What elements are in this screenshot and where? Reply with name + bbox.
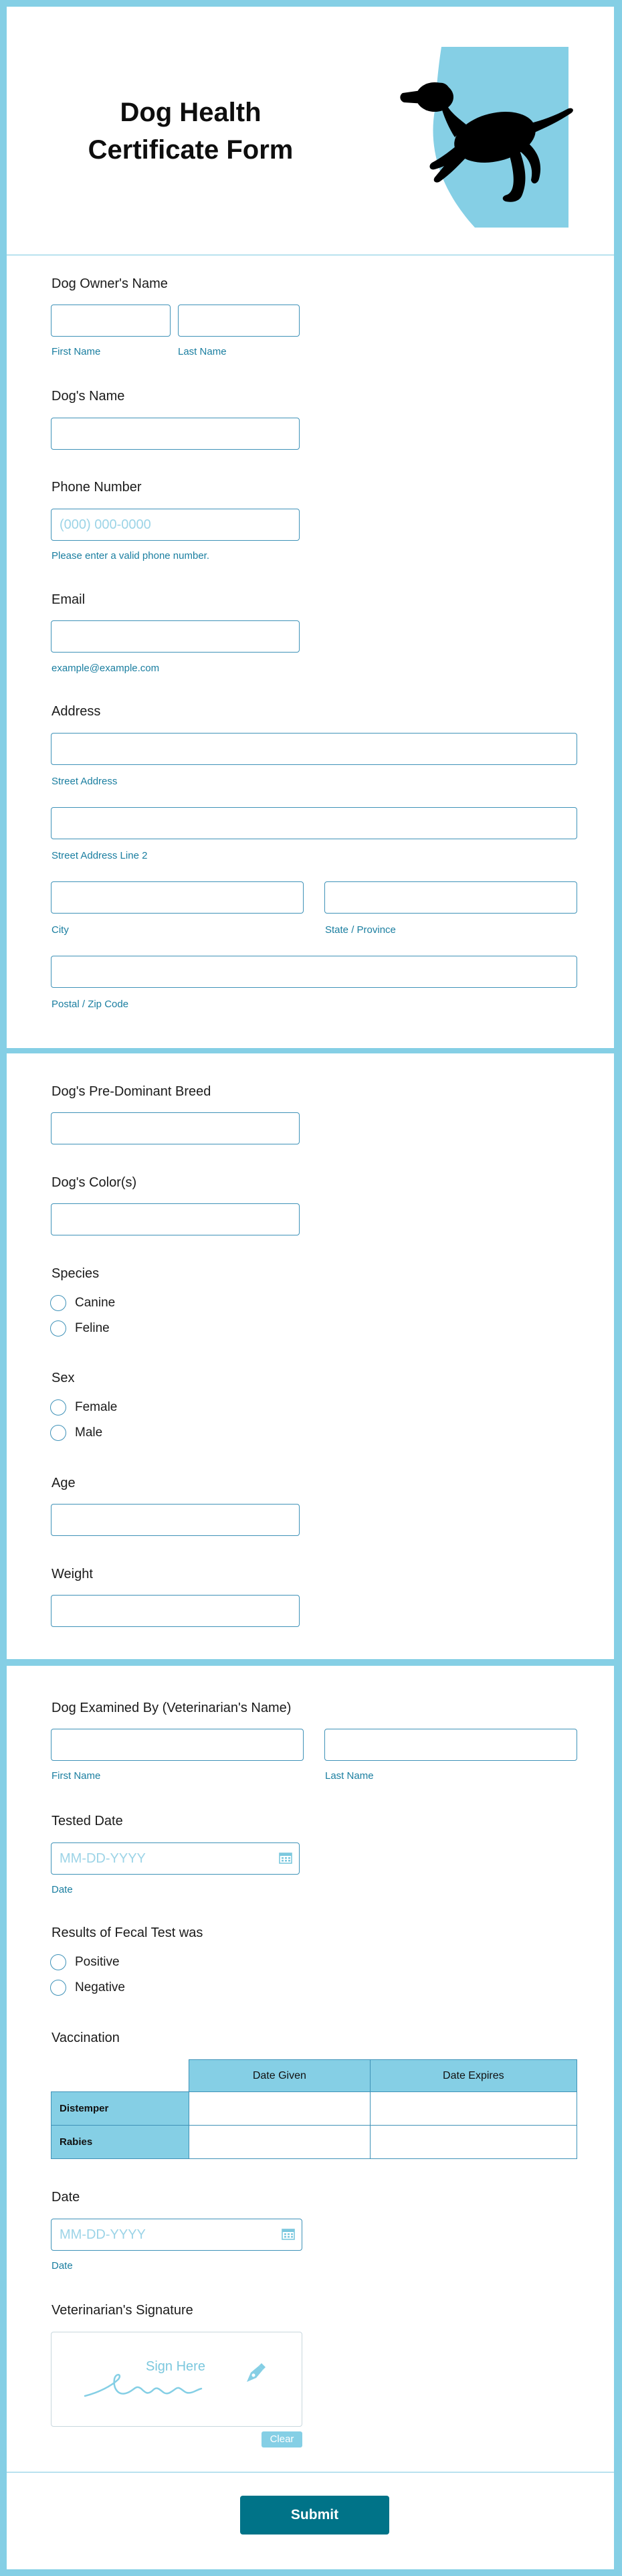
species-feline-radio[interactable] xyxy=(50,1320,66,1337)
vaccination-corner xyxy=(51,2060,189,2092)
date-placeholder: MM-DD-YYYY xyxy=(60,2227,146,2242)
vet-name-label: Dog Examined By (Veterinarian's Name) xyxy=(51,1701,292,1715)
sex-male-radio[interactable] xyxy=(50,1425,66,1441)
column-date-expires: Date Expires xyxy=(370,2060,577,2092)
fecal-negative-radio[interactable] xyxy=(50,1980,66,1996)
calendar-icon[interactable] xyxy=(279,1852,292,1864)
species-canine-radio[interactable] xyxy=(50,1295,66,1311)
owner-last-name-sub: Last Name xyxy=(178,346,227,357)
vaccination-table xyxy=(51,2059,577,2159)
pen-icon xyxy=(243,2359,270,2386)
sex-label: Sex xyxy=(51,1371,75,1385)
breed-label: Dog's Pre-Dominant Breed xyxy=(51,1084,211,1099)
sex-female-radio[interactable] xyxy=(50,1399,66,1415)
species-feline-label: Feline xyxy=(75,1321,110,1335)
breed-input[interactable] xyxy=(51,1112,300,1144)
phone-input[interactable] xyxy=(51,509,300,541)
fecal-negative-label: Negative xyxy=(75,1980,125,1994)
row-header-distemper: Distemper xyxy=(51,2092,189,2126)
sex-female-label: Female xyxy=(75,1400,118,1414)
age-input[interactable] xyxy=(51,1504,300,1536)
submit-button[interactable]: Submit xyxy=(240,2496,389,2535)
phone-hint: Please enter a valid phone number. xyxy=(51,550,209,562)
clear-signature-button[interactable]: Clear xyxy=(262,2431,302,2448)
address-label: Address xyxy=(51,704,101,719)
footer-divider xyxy=(7,2472,614,2473)
email-input[interactable] xyxy=(51,620,300,653)
distemper-date-given-cell[interactable] xyxy=(189,2092,371,2126)
state-sub: State / Province xyxy=(325,924,396,936)
email-hint: example@example.com xyxy=(51,663,160,674)
age-label: Age xyxy=(51,1476,76,1490)
header-divider xyxy=(7,254,614,256)
vet-first-name-input[interactable] xyxy=(51,1729,304,1761)
colors-label: Dog's Color(s) xyxy=(51,1175,137,1190)
species-label: Species xyxy=(51,1266,100,1281)
owner-first-name-input[interactable] xyxy=(51,305,171,337)
date-label: Date xyxy=(51,2190,80,2205)
phone-label: Phone Number xyxy=(51,480,142,495)
vaccination-header-row xyxy=(51,2060,577,2092)
vet-last-name-input[interactable] xyxy=(324,1729,577,1761)
tested-date-sub: Date xyxy=(51,1884,73,1895)
page-title: Dog Health Certificate Form xyxy=(88,98,294,165)
rabies-date-expires-cell[interactable] xyxy=(370,2126,577,2159)
date-sub: Date xyxy=(51,2260,73,2271)
vaccination-row-rabies xyxy=(51,2126,577,2159)
tested-date-label: Tested Date xyxy=(51,1814,123,1828)
species-canine-label: Canine xyxy=(75,1296,116,1310)
distemper-date-expires-cell[interactable] xyxy=(370,2092,577,2126)
city-sub: City xyxy=(51,924,69,936)
vaccination-label: Vaccination xyxy=(51,2031,120,2045)
state-input[interactable] xyxy=(324,881,577,914)
fecal-label: Results of Fecal Test was xyxy=(51,1925,203,1940)
weight-input[interactable] xyxy=(51,1595,300,1627)
dog-illustration xyxy=(388,37,582,231)
row-header-rabies: Rabies xyxy=(51,2126,189,2159)
zip-sub: Postal / Zip Code xyxy=(51,999,129,1010)
vet-last-name-sub: Last Name xyxy=(325,1770,374,1782)
street-address-input[interactable] xyxy=(51,733,577,765)
rabies-date-given-cell[interactable] xyxy=(189,2126,371,2159)
dog-name-input[interactable] xyxy=(51,418,300,450)
signature-pad[interactable] xyxy=(51,2332,302,2427)
phone-placeholder: (000) 000-0000 xyxy=(60,517,151,532)
colors-input[interactable] xyxy=(51,1203,300,1235)
vaccination-row-distemper xyxy=(51,2092,577,2126)
signature-label: Veterinarian's Signature xyxy=(51,2303,193,2318)
street-address-2-input[interactable] xyxy=(51,807,577,839)
sex-male-label: Male xyxy=(75,1426,103,1440)
tested-date-input[interactable] xyxy=(51,1842,300,1875)
owner-name-label: Dog Owner's Name xyxy=(51,276,168,291)
street-address-2-sub: Street Address Line 2 xyxy=(51,850,148,861)
fecal-positive-radio[interactable] xyxy=(50,1954,66,1970)
street-address-sub: Street Address xyxy=(51,776,118,787)
weight-label: Weight xyxy=(51,1567,93,1581)
column-date-given: Date Given xyxy=(189,2060,371,2092)
date-input[interactable] xyxy=(51,2219,302,2251)
fecal-positive-label: Positive xyxy=(75,1955,120,1969)
owner-last-name-input[interactable] xyxy=(178,305,300,337)
dog-name-label: Dog's Name xyxy=(51,389,125,404)
tested-date-placeholder: MM-DD-YYYY xyxy=(60,1851,146,1866)
signature-placeholder: Sign Here xyxy=(146,2359,205,2374)
city-input[interactable] xyxy=(51,881,304,914)
owner-first-name-sub: First Name xyxy=(51,346,101,357)
calendar-icon[interactable] xyxy=(282,2228,295,2240)
vet-first-name-sub: First Name xyxy=(51,1770,101,1782)
email-label: Email xyxy=(51,592,86,607)
zip-input[interactable] xyxy=(51,956,577,988)
